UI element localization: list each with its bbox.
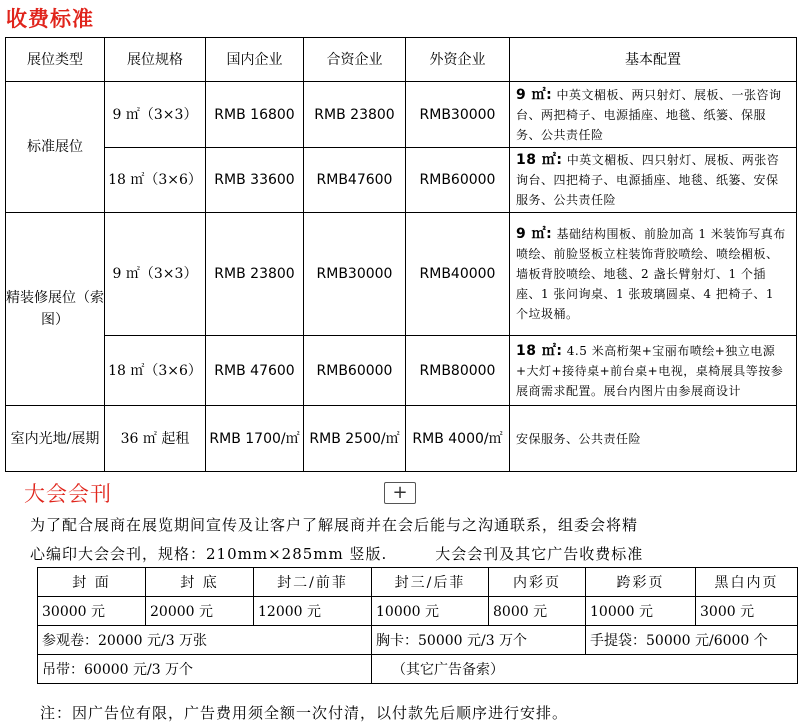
ad-price: 30000 元 — [38, 597, 146, 626]
price-cell: RMB80000 — [406, 336, 510, 406]
section-title-fees: 收费标准 — [6, 6, 94, 31]
header-basic-config: 基本配置 — [510, 38, 797, 82]
header-joint-venture: 合资企业 — [304, 38, 406, 82]
table-row — [6, 213, 797, 336]
config-label: 9 ㎡: — [516, 226, 553, 242]
ad-header: 封 面 — [38, 568, 146, 597]
price-cell: RMB 23800 — [304, 82, 406, 148]
config-text: 基础结构围板、前脸加高 1 米装饰写真布喷绘、前脸竖板立柱装饰背胶喷绘、喷绘楣板、墙板背胶喷绘、地毯、2 盏长臂射灯、1 个插座、1 张问询桌、1 张玻璃圆桌、4 把椅子、1 个垃圾桶。 — [516, 227, 786, 321]
spec-cell: 9 ㎡（3×3） — [105, 82, 206, 148]
table-row — [38, 626, 798, 655]
ad-price: 3000 元 — [696, 597, 798, 626]
ad-header: 封 底 — [146, 568, 254, 597]
ad-price: 20000 元 — [146, 597, 254, 626]
ad-price: 10000 元 — [372, 597, 489, 626]
table-row — [38, 597, 798, 626]
ad-price-heading: 大会会刊及其它广告收费标准 — [435, 545, 644, 563]
intro-text-line — [30, 543, 643, 564]
table-row — [6, 82, 797, 148]
config-cell — [510, 336, 797, 406]
ad-table-header-row — [38, 568, 798, 597]
table-row — [6, 336, 797, 406]
intro-spec-text: 心编印大会会刊，规格：210mm×285mm 竖版. — [30, 545, 388, 563]
price-cell: RMB60000 — [406, 148, 510, 213]
booth-table-header-row — [6, 38, 797, 82]
ad-price: 8000 元 — [489, 597, 586, 626]
table-row — [6, 406, 797, 472]
price-cell: RMB 47600 — [206, 336, 304, 406]
section-title-catalogue: 大会会刊 — [24, 482, 112, 506]
config-label: 18 ㎡: — [516, 342, 563, 359]
price-cell: RMB30000 — [304, 213, 406, 336]
booth-type-standard: 标准展位 — [6, 82, 105, 213]
header-foreign: 外资企业 — [406, 38, 510, 82]
header-booth-spec: 展位规格 — [105, 38, 206, 82]
config-text: 4.5 米高桁架+宝丽布喷绘+独立电源+大灯+接待桌+前台桌+电视，桌椅展具等按参展商需求配置。展台内图片由参展商设计 — [516, 343, 784, 398]
spec-cell: 9 ㎡（3×3） — [105, 213, 206, 336]
spec-cell: 18 ㎡（3×6） — [105, 148, 206, 213]
ad-ticket-price: 参观卷：20000 元/3 万张 — [38, 626, 372, 655]
price-cell: RMB 1700/㎡ — [206, 406, 304, 472]
price-cell: RMB 33600 — [206, 148, 304, 213]
price-cell: RMB60000 — [304, 336, 406, 406]
table-row — [38, 655, 798, 684]
config-text: 中英文楣板、四只射灯、展板、两张咨询台、四把椅子、电源插座、地毯、纸篓、安保服务、公共责任险 — [516, 153, 780, 207]
payment-note: 注：因广告位有限，广告费用须全额一次付清，以付款先后顺序进行安排。 — [40, 704, 569, 722]
config-cell: 安保服务、公共责任险 — [510, 406, 797, 472]
ad-header: 跨彩页 — [586, 568, 696, 597]
ad-price: 12000 元 — [254, 597, 372, 626]
config-cell — [510, 148, 797, 213]
ad-header: 内彩页 — [489, 568, 586, 597]
ad-badge-price: 胸卡：50000 元/3 万个 — [372, 626, 586, 655]
price-cell: RMB 23800 — [206, 213, 304, 336]
ad-header: 封三/后菲 — [372, 568, 489, 597]
booth-type-premium: 精装修展位（索图） — [6, 213, 105, 406]
config-label: 9 ㎡: — [516, 86, 553, 103]
ad-header: 黑白内页 — [696, 568, 798, 597]
price-cell: RMB47600 — [304, 148, 406, 213]
ad-bag-price: 手提袋：50000 元/6000 个 — [586, 626, 798, 655]
ad-price-table — [37, 567, 798, 684]
ad-lanyard-price: 吊带：60000 元/3 万个 — [38, 655, 372, 684]
intro-text-line: 为了配合展商在展览期间宣传及让客户了解展商并在会后能与之沟通联系，组委会将精 — [30, 516, 639, 534]
config-cell — [510, 82, 797, 148]
spec-cell: 18 ㎡（3×6） — [105, 336, 206, 406]
ad-other-note: （其它广告备索） — [372, 655, 798, 684]
add-button[interactable]: + — [384, 482, 416, 504]
spec-cell: 36 ㎡ 起租 — [105, 406, 206, 472]
config-cell — [510, 213, 797, 336]
booth-price-table — [5, 37, 797, 472]
price-cell: RMB 16800 — [206, 82, 304, 148]
ad-header: 封二/前菲 — [254, 568, 372, 597]
ad-price: 10000 元 — [586, 597, 696, 626]
price-cell: RMB 4000/㎡ — [406, 406, 510, 472]
price-cell: RMB30000 — [406, 82, 510, 148]
price-cell: RMB40000 — [406, 213, 510, 336]
config-text: 中英文楣板、两只射灯、展板、一张咨询台、两把椅子、电源插座、地毯、纸篓、保服务、公共责任险 — [516, 87, 782, 142]
price-cell: RMB 2500/㎡ — [304, 406, 406, 472]
header-domestic: 国内企业 — [206, 38, 304, 82]
config-label: 18 ㎡: — [516, 152, 563, 168]
table-row — [6, 148, 797, 213]
header-booth-type: 展位类型 — [6, 38, 105, 82]
booth-type-indoor: 室内光地/展期 — [6, 406, 105, 472]
